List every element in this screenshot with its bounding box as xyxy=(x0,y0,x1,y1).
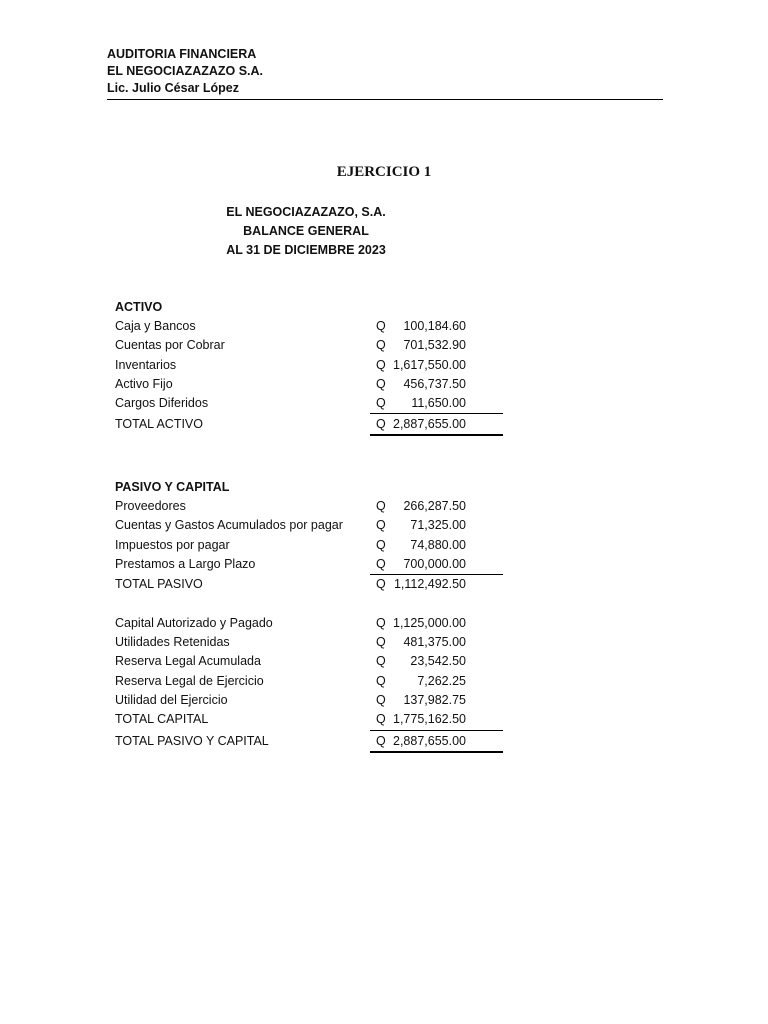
total-label: TOTAL PASIVO xyxy=(115,577,203,591)
row-amount: 456,737.50 xyxy=(403,377,466,391)
row-label: Capital Autorizado y Pagado xyxy=(115,616,273,630)
grand-total-amount: 2,887,655.00 xyxy=(393,734,466,748)
row-currency: Q xyxy=(376,396,386,410)
row-label: Cuentas por Cobrar xyxy=(115,338,225,352)
exercise-title: EJERCICIO 1 xyxy=(336,164,432,180)
row-label: Proveedores xyxy=(115,499,186,513)
row-label: Impuestos por pagar xyxy=(115,538,230,552)
row-currency: Q xyxy=(376,538,386,552)
row-currency: Q xyxy=(376,577,386,591)
row-amount: 266,287.50 xyxy=(403,499,466,513)
grand-total-label: TOTAL PASIVO Y CAPITAL xyxy=(115,734,269,748)
section-heading-label: ACTIVO xyxy=(115,300,163,314)
row-currency: Q xyxy=(376,319,386,333)
header-company: EL NEGOCIAZAZAZO S.A. xyxy=(107,64,264,78)
total-rule xyxy=(370,434,503,436)
statement-heading xyxy=(0,203,612,260)
header-course: AUDITORIA FINANCIERA xyxy=(107,47,257,61)
row-amount: 1,617,550.00 xyxy=(393,358,466,372)
header-author: Lic. Julio César López xyxy=(107,81,239,95)
row-currency: Q xyxy=(376,338,386,352)
row-currency: Q xyxy=(376,712,386,726)
row-label: Cuentas y Gastos Acumulados por pagar xyxy=(115,518,343,532)
row-amount: 100,184.60 xyxy=(403,319,466,333)
row-label: Caja y Bancos xyxy=(115,319,196,333)
total-amount: 1,775,162.50 xyxy=(393,712,466,726)
row-currency: Q xyxy=(376,557,386,571)
statement-company: EL NEGOCIAZAZAZO, S.A. xyxy=(226,205,386,219)
statement-date: AL 31 DE DICIEMBRE 2023 xyxy=(226,243,386,257)
row-amount: 1,125,000.00 xyxy=(393,616,466,630)
row-label: Prestamos a Largo Plazo xyxy=(115,557,256,571)
row-amount: 137,982.75 xyxy=(403,693,466,707)
header-divider xyxy=(107,99,663,100)
row-currency: Q xyxy=(376,734,386,748)
row-currency: Q xyxy=(376,635,386,649)
row-amount: 23,542.50 xyxy=(410,654,466,668)
row-amount: 74,880.00 xyxy=(410,538,466,552)
row-amount: 7,262.25 xyxy=(417,674,466,688)
total-label: TOTAL ACTIVO xyxy=(115,417,203,431)
row-label: Inventarios xyxy=(115,358,177,372)
subtotal-rule xyxy=(370,730,503,731)
document-header xyxy=(107,46,663,97)
row-amount: 700,000.00 xyxy=(403,557,466,571)
row-currency: Q xyxy=(376,377,386,391)
row-currency: Q xyxy=(376,616,386,630)
row-label: Cargos Diferidos xyxy=(115,396,209,410)
row-currency: Q xyxy=(376,417,386,431)
subtotal-rule xyxy=(370,413,503,414)
row-label: Utilidades Retenidas xyxy=(115,635,230,649)
row-label: Activo Fijo xyxy=(115,377,173,391)
row-label: Reserva Legal de Ejercicio xyxy=(115,674,264,688)
section-heading-label: PASIVO Y CAPITAL xyxy=(115,480,230,494)
row-label: Utilidad del Ejercicio xyxy=(115,693,228,707)
row-currency: Q xyxy=(376,358,386,372)
statement-name: BALANCE GENERAL xyxy=(243,224,369,238)
row-currency: Q xyxy=(376,654,386,668)
row-currency: Q xyxy=(376,674,386,688)
row-amount: 701,532.90 xyxy=(403,338,466,352)
row-label: Reserva Legal Acumulada xyxy=(115,654,261,668)
row-amount: 481,375.00 xyxy=(403,635,466,649)
row-currency: Q xyxy=(376,518,386,532)
total-amount: 1,112,492.50 xyxy=(393,577,466,591)
total-rule xyxy=(370,751,503,753)
row-amount: 71,325.00 xyxy=(410,518,466,532)
row-currency: Q xyxy=(376,693,386,707)
total-amount: 2,887,655.00 xyxy=(393,417,466,431)
row-amount: 11,650.00 xyxy=(411,396,466,410)
row-currency: Q xyxy=(376,499,386,513)
total-label: TOTAL CAPITAL xyxy=(115,712,209,726)
